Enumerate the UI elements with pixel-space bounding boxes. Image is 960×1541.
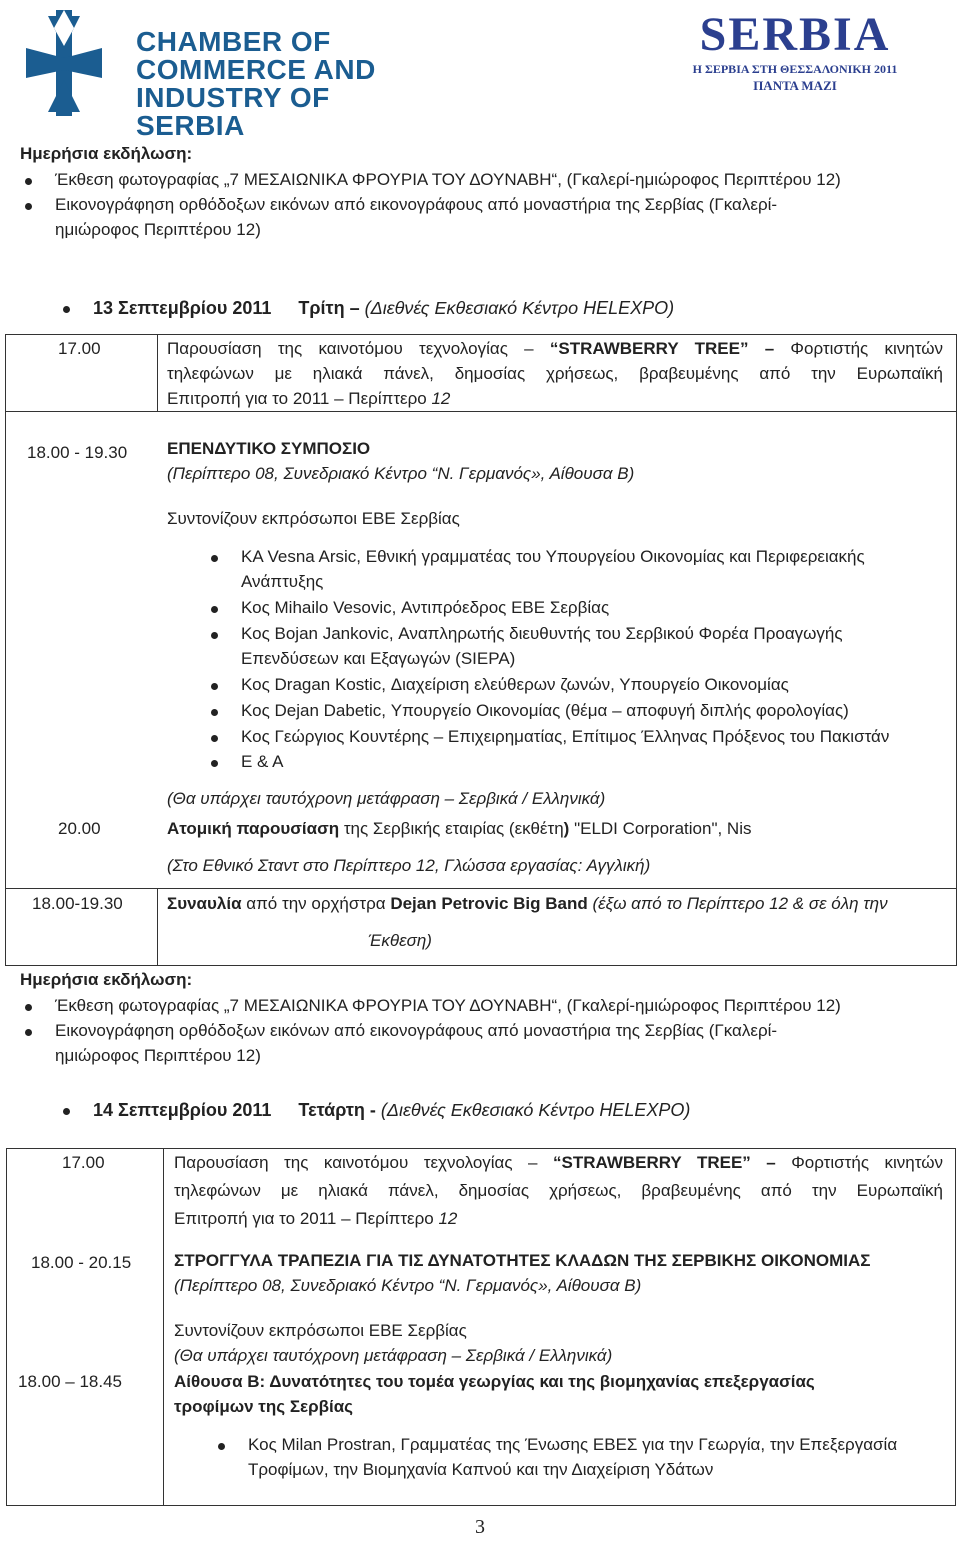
event-text: Φορτιστής κινητών (774, 339, 943, 358)
event-place: (Περίπτερο 08, Συνεδριακό Κέντρο “N. Γερμανός», Αίθουσα Β) (174, 1276, 642, 1295)
time-cell: 17.00 (58, 339, 101, 358)
speaker-item-cont: Τροφίμων, την Βιομηχανία Καπνού και την Διαχείριση Υδάτων (248, 1460, 714, 1479)
time-cell: 18.00 - 19.30 (27, 443, 128, 462)
speaker-item: Ε & Α (241, 752, 284, 771)
time-cell: 18.00 - 20.15 (31, 1253, 132, 1272)
event-text: Φορτιστής κινητών (775, 1153, 943, 1172)
event-coordinators: Συντονίζουν εκπρόσωποι ΕΒΕ Σερβίας (167, 509, 460, 528)
event-text: από την ορχήστρα (241, 894, 391, 913)
speaker-item: Κος Mihailo Vesovic, Αντιπρόεδρος ΕΒΕ Σερβίας (241, 598, 610, 617)
event-note: (Στο Εθνικό Σταντ στο Περίπτερο 12, Γλώσσα εργασίας: Αγγλική) (167, 856, 651, 875)
event-title-cont: τροφίμων της Σερβίας (174, 1397, 354, 1416)
event-bold: Dejan Petrovic Big Band (390, 894, 588, 913)
day-weekday: Τετάρτη (298, 1100, 365, 1120)
event-line: τηλεφώνων με ηλιακά πάνελ, δημοσίας χρήσεως, βραβευμένης από την Ευρωπαϊκή (174, 1181, 943, 1200)
event-title: ΣΤΡΟΓΓΥΛΑ ΤΡΑΠΕΖΙΑ ΓΙΑ ΤΙΣ ΔΥΝΑΤΟΤΗΤΕΣ ΚΛΑΔΩΝ ΤΗΣ ΣΕΡΒΙΚΗΣ ΟΙΚΟΝΟΜΙΑΣ (174, 1251, 871, 1270)
speaker-item-cont: Επενδύσεων και Εξαγωγών (SIEPA) (241, 649, 516, 668)
event-bold: Συναυλία (167, 894, 242, 913)
speaker-item: Κος Dragan Kostic, Διαχείριση ελεύθερων ζωνών, Υπουργείο Οικονομίας (241, 675, 789, 694)
speaker-item: Κος Dejan Dabetic, Υπουργείο Οικονομίας (θέμα – αποφυγή διπλής φορολογίας) (241, 701, 849, 720)
event-text: Παρουσίαση της καινοτόμου τεχνολογίας – (167, 339, 550, 358)
chamber-emblem-icon (18, 8, 128, 118)
event-line: τηλεφώνων με ηλιακά πάνελ, δημοσίας χρήσεως, βραβευμένης από την Ευρωπαϊκή (167, 364, 943, 383)
day-venue: (Διεθνές Εκθεσιακό Κέντρο HELEXPO) (380, 1100, 691, 1120)
event-line (167, 894, 888, 914)
day-heading-13 (93, 298, 674, 319)
daily-event-item: Έκθεση φωτογραφίας „7 ΜΕΣΑΙΩΝΙΚΑ ΦΡΟΥΡΙΑ ΤΟΥ ΔΟΥΝΑΒΗ“, (Γκαλερί-ημιώροφος Περιπτέρου 12) (55, 996, 841, 1015)
time-cell: 18.00-19.30 (32, 894, 123, 913)
event-line (167, 339, 943, 359)
daily-event-item: Εικονογράφηση ορθόδοξων εικόνων από εικονογράφους από μοναστήρια της Σερβίας (Γκαλερί- (55, 195, 778, 214)
event-text: Επιτροπή για το 2011 – Περίπτερο (167, 389, 432, 408)
day-date: 13 Σεπτεμβρίου 2011 (93, 298, 272, 318)
chamber-logo-line3: INDUSTRY OF SERBIA (136, 82, 330, 141)
day-dash: – (349, 298, 360, 318)
page-number: 3 (475, 1516, 485, 1538)
translation-note: (Θα υπάρχει ταυτόχρονη μετάφραση – Σερβικά / Ελληνικά) (174, 1346, 613, 1365)
serbia-logo-motto: ΠΑΝΤΑ ΜΑΖΙ (753, 78, 837, 93)
chamber-logo (18, 8, 438, 141)
event-pavilion: 12 (431, 389, 451, 408)
event-italic-cont: Έκθεση) (368, 931, 432, 950)
event-title: Αίθουσα Β: Δυνατότητες του τομέα γεωργίας και της βιομηχανίας επεξεργασίας (174, 1372, 815, 1391)
speaker-item: ΚΑ Vesna Arsic, Εθνική γραμματέας του Υπουργείου Οικονομίας και Περιφερειακής (241, 547, 865, 566)
event-text: ) (563, 819, 570, 838)
event-bold: Ατομική παρουσίαση (167, 819, 340, 838)
chamber-logo-line2: COMMERCE AND (136, 54, 376, 85)
event-text: της Σερβικής εταιρίας (εκθέτη (339, 819, 564, 838)
event-text: "ELDI Corporation", Nis (569, 819, 752, 838)
day-date: 14 Σεπτεμβρίου 2011 (93, 1100, 272, 1120)
day-heading-14 (93, 1100, 690, 1121)
serbia-logo (680, 10, 910, 95)
event-pavilion: 12 (438, 1209, 458, 1228)
chamber-logo-line1: CHAMBER OF (136, 26, 331, 57)
event-place: (Περίπτερο 08, Συνεδριακό Κέντρο “N. Γερμανός», Αίθουσα Β) (167, 464, 635, 483)
event-product: “STRAWBERRY TREE” – (553, 1153, 776, 1172)
daily-event-item-cont: ημιώροφος Περιπτέρου 12) (55, 220, 261, 239)
daily-event-item: Εικονογράφηση ορθόδοξων εικόνων από εικονογράφους από μοναστήρια της Σερβίας (Γκαλερί- (55, 1021, 778, 1040)
daily-event-heading: Ημερήσια εκδήλωση: (20, 970, 193, 989)
serbia-logo-word: SERBIA (699, 8, 891, 61)
speaker-item: Κος Γεώργιος Κουντέρης – Επιχειρηματίας, Επίτιμος Έλληνας Πρόξενος του Πακιστάν (241, 727, 890, 746)
translation-note: (Θα υπάρχει ταυτόχρονη μετάφραση – Σερβικά / Ελληνικά) (167, 789, 606, 808)
daily-event-item: Έκθεση φωτογραφίας „7 ΜΕΣΑΙΩΝΙΚΑ ΦΡΟΥΡΙΑ ΤΟΥ ΔΟΥΝΑΒΗ“, (Γκαλερί-ημιώροφος Περιπτέρου 12) (55, 170, 841, 189)
time-cell: 20.00 (58, 819, 101, 838)
event-line (174, 1209, 457, 1229)
serbia-logo-subtitle: Η ΣΕΡΒΙΑ ΣΤΗ ΘΕΣΣΑΛΟΝΙΚΗ 2011 (692, 62, 898, 76)
event-line (174, 1153, 943, 1173)
event-text: Επιτροπή για το 2011 – Περίπτερο (174, 1209, 439, 1228)
time-cell: 17.00 (62, 1153, 105, 1172)
speaker-item: Κος Milan Prostran, Γραμματέας της Ένωσης ΕΒΕΣ για την Γεωργία, την Επεξεργασία (248, 1435, 898, 1454)
event-line (167, 819, 751, 839)
daily-event-heading: Ημερήσια εκδήλωση: (20, 144, 193, 163)
event-title: ΕΠΕΝΔΥΤΙΚΟ ΣΥΜΠΟΣΙΟ (167, 439, 371, 458)
time-cell: 18.00 – 18.45 (18, 1372, 122, 1391)
day-dash: - (364, 1100, 381, 1120)
speaker-item: Κος Bojan Jankovic, Αναπληρωτής διευθυντής του Σερβικού Φορέα Προαγωγής (241, 624, 843, 643)
event-text: Παρουσίαση της καινοτόμου τεχνολογίας – (174, 1153, 553, 1172)
event-coordinators: Συντονίζουν εκπρόσωποι ΕΒΕ Σερβίας (174, 1321, 467, 1340)
day-venue: (Διεθνές Εκθεσιακό Κέντρο HELEXPO) (364, 298, 675, 318)
event-product: “STRAWBERRY TREE” – (549, 339, 775, 358)
event-line (167, 389, 450, 409)
daily-event-item-cont: ημιώροφος Περιπτέρου 12) (55, 1046, 261, 1065)
speaker-item-cont: Ανάπτυξης (241, 572, 324, 591)
event-italic: (έξω από το Περίπτερο 12 & σε όλη την (587, 894, 888, 913)
chamber-logo-text (136, 28, 438, 140)
day-weekday: Τρίτη (298, 298, 345, 318)
